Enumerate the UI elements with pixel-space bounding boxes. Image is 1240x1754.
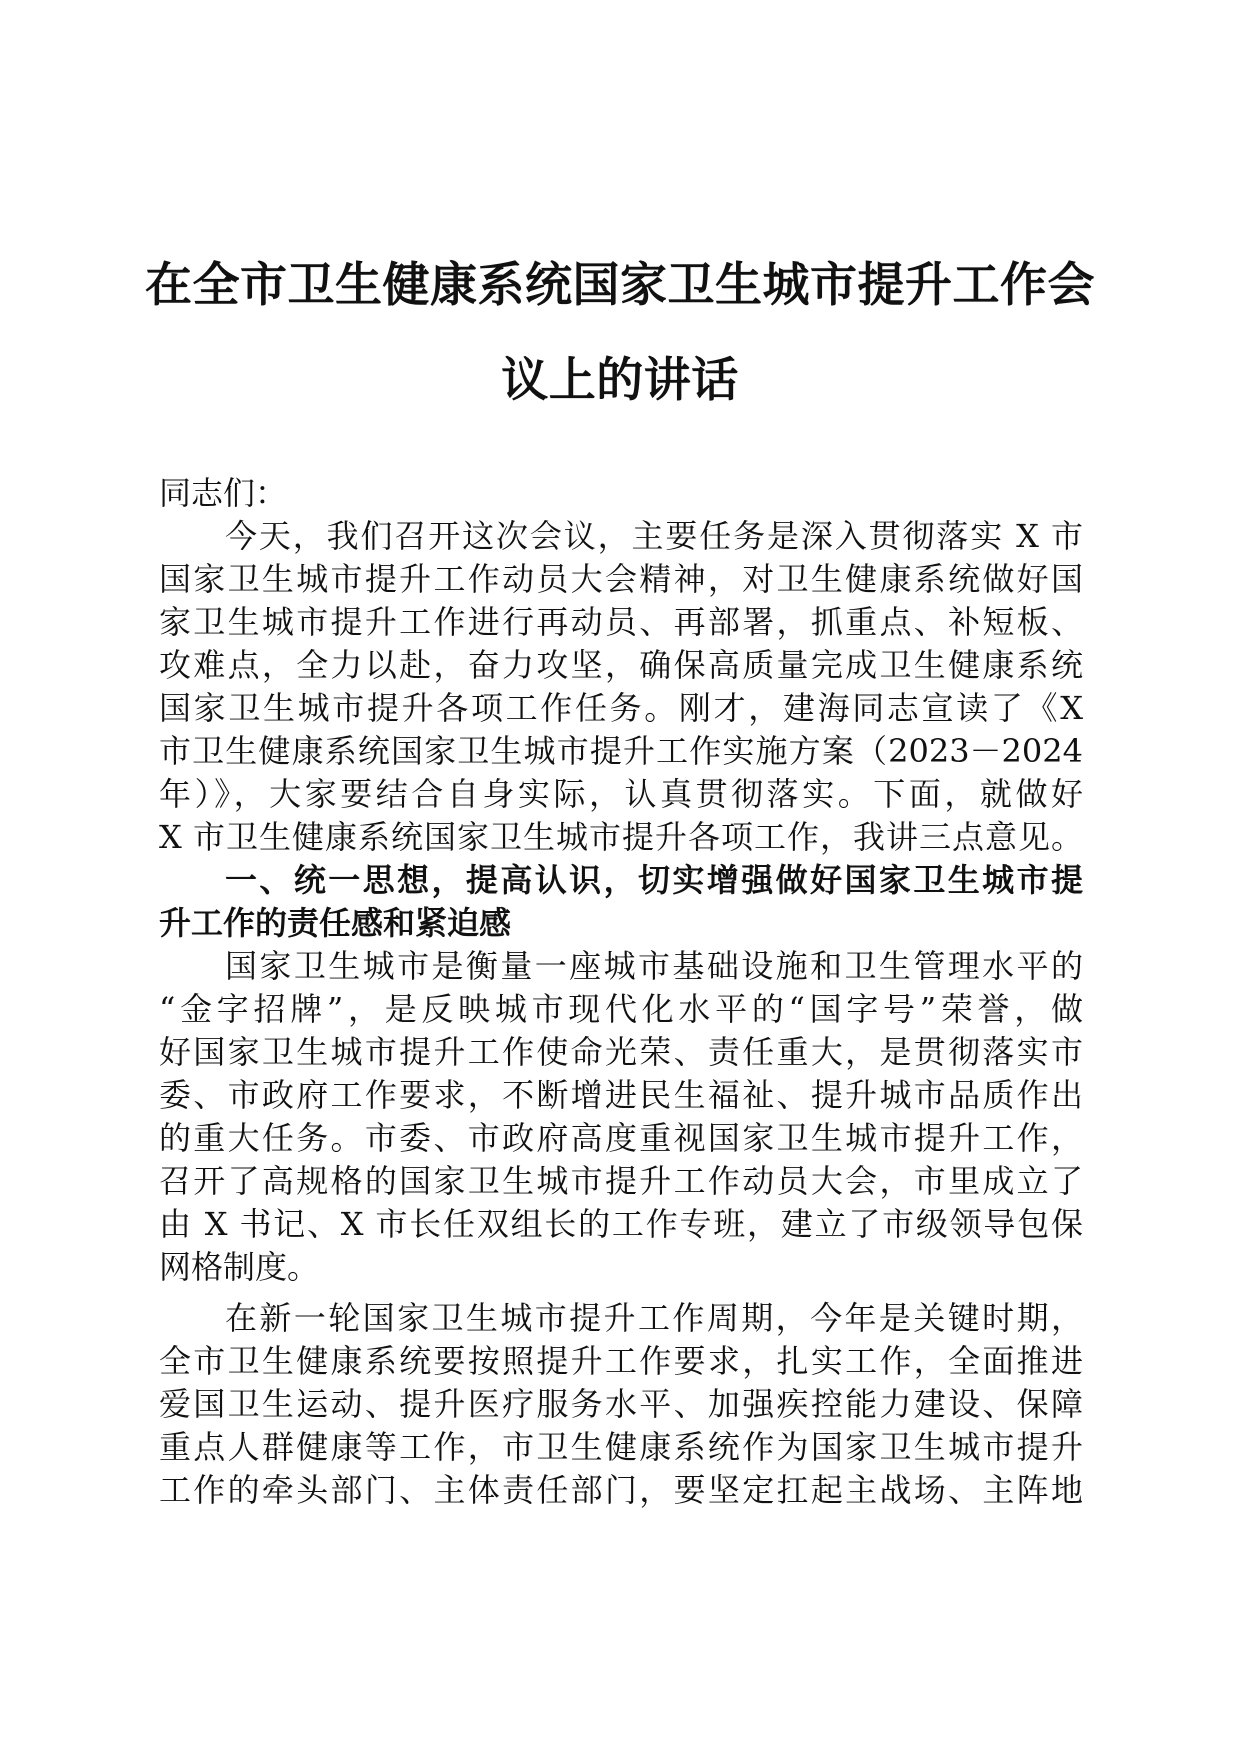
paragraph-line: 爱国卫生运动、提升医疗服务水平、加强疾控能力建设、保障 (159, 1385, 1083, 1423)
paragraph-line: “金字招牌”，是反映城市现代化水平的“国字号”荣誉，做 (159, 990, 1083, 1028)
section-heading-1 (159, 859, 1083, 945)
paragraph-line: 全市卫生健康系统要按照提升工作要求，扎实工作，全面推进 (159, 1342, 1083, 1380)
document-body (159, 472, 1083, 1512)
paragraph-spacer (159, 1289, 1083, 1297)
paragraph-line: 国家卫生城市提升各项工作任务。刚才，建海同志宣读了《X (159, 689, 1083, 727)
paragraph-line: 国家卫生城市提升工作动员大会精神，对卫生健康系统做好国 (159, 560, 1083, 598)
heading-line: 一、统一思想，提高认识，切实增强做好国家卫生城市提 (225, 861, 1083, 899)
paragraph-line: 今天，我们召开这次会议，主要任务是深入贯彻落实 X 市 (225, 517, 1083, 555)
paragraph-line: 工作的牵头部门、主体责任部门，要坚定扛起主战场、主阵地 (159, 1471, 1083, 1509)
paragraph-line: 由 X 书记、X 市长任双组长的工作专班，建立了市级领导包保 (159, 1205, 1083, 1243)
document-title-line-2: 议上的讲话 (501, 353, 739, 408)
paragraph-line: 的重大任务。市委、市政府高度重视国家卫生城市提升工作， (159, 1119, 1083, 1157)
paragraph-line: 市卫生健康系统国家卫生城市提升工作实施方案（2023－2024 (159, 732, 1083, 770)
paragraph-line: 委、市政府工作要求，不断增进民生福祉、提升城市品质作出 (159, 1076, 1083, 1114)
paragraph-line: 重点人群健康等工作，市卫生健康系统作为国家卫生城市提升 (159, 1428, 1083, 1466)
paragraph-line: 好国家卫生城市提升工作使命光荣、责任重大，是贯彻落实市 (159, 1033, 1083, 1071)
paragraph-new-cycle (159, 1297, 1083, 1512)
paragraph-line: X 市卫生健康系统国家卫生城市提升各项工作，我讲三点意见。 (159, 818, 1083, 856)
paragraph-intro (159, 515, 1083, 859)
paragraph-line: 家卫生城市提升工作进行再动员、再部署，抓重点、补短板、 (159, 603, 1083, 641)
paragraph-national-health-city (159, 945, 1083, 1289)
paragraph-line: 召开了高规格的国家卫生城市提升工作动员大会，市里成立了 (159, 1162, 1083, 1200)
paragraph-line: 在新一轮国家卫生城市提升工作周期，今年是关键时期， (225, 1299, 1083, 1337)
paragraph-line: 国家卫生城市是衡量一座城市基础设施和卫生管理水平的 (225, 947, 1083, 985)
paragraph-line: 网格制度。 (159, 1248, 320, 1286)
paragraph-line: 年）》，大家要结合自身实际，认真贯彻落实。下面，就做好 (159, 775, 1083, 813)
paragraph-line: 攻难点，全力以赴，奋力攻坚，确保高质量完成卫生健康系统 (159, 646, 1083, 684)
salutation: 同志们： (159, 474, 288, 512)
heading-line: 升工作的责任感和紧迫感 (159, 904, 512, 942)
document-title-line-1: 在全市卫生健康系统国家卫生城市提升工作会 (145, 258, 1095, 313)
